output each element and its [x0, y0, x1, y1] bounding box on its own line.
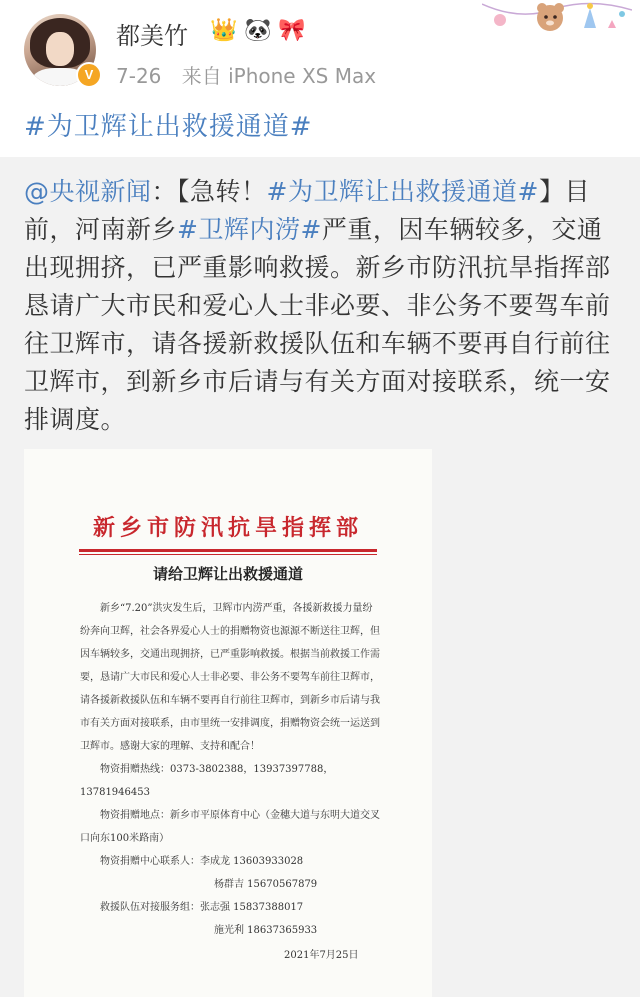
post-topic-link[interactable]: #为卫辉让出救援通道#	[24, 112, 313, 142]
doc-divider-thin	[79, 554, 377, 555]
repost-text-part3: 严重，因车辆较多，交通出现拥挤，已严重影响救援。新乡市防汛抗旱指挥部恳请广大市民和爱心人士非必要、非公务不要驾车前往卫辉市，请各援新救援队伍和车辆不要再自行前往卫辉市，到新乡市后请与有关方面对接联系，统一安排调度。	[24, 215, 611, 434]
doc-contact-4: 施光利 18637365933	[214, 925, 318, 936]
doc-hotline: 物资捐赠热线：0373-3802388，13937397788，13781946453	[80, 764, 334, 798]
doc-contact-3: 救援队伍对接服务组：张志强 15837388017	[100, 902, 304, 913]
username[interactable]: 都美竹	[116, 22, 188, 50]
panda-icon[interactable]: 🐼	[244, 18, 272, 43]
doc-divider	[79, 549, 377, 552]
avatar-face	[46, 32, 74, 66]
post-header	[0, 0, 640, 105]
post-source: 来自 iPhone XS Max	[181, 64, 377, 88]
doc-location: 物资捐赠地点：新乡市平原体育中心（金穗大道与东明大道交叉口向东100米路南）	[80, 810, 380, 844]
notice-image[interactable]	[24, 449, 432, 997]
user-badges	[210, 18, 304, 44]
party-decoration-icon	[482, 0, 632, 50]
verified-badge-icon: V	[76, 62, 102, 88]
topic-link-rescue[interactable]: #为卫辉让出救援通道#	[266, 177, 539, 206]
repost-text-part1: ：【急转！	[151, 177, 267, 206]
doc-date: 2021年7月25日	[284, 950, 359, 961]
post-time: 7-26	[116, 64, 162, 88]
doc-contact-1: 物资捐赠中心联系人：李成龙 13603933028	[100, 856, 304, 867]
doc-contact-2: 杨群吉 15670567879	[214, 879, 318, 890]
doc-paragraph: 新乡“7.20”洪灾发生后，卫辉市内涝严重，各援新救援力量纷纷奔向卫辉，社会各界爱心人士的捐赠物资也源源不断送往卫辉，但因车辆较多，交通出现拥挤，已严重影响救援。根据当前救援工作需要，恳请广大市民和爱心人士非必要、非公务不要驾车前往卫辉市，请各援新救援队伍和车辆不要再自行前往卫辉市，到新乡市后请与我市有关方面对接联系，由市里统一安排调度，捐赠物资会统一运送到卫辉市。感谢大家的理解、支持和配合！	[80, 603, 380, 752]
repost-text-part2: 】目前，河南新乡	[24, 177, 590, 244]
repost-card[interactable]	[0, 157, 640, 997]
mention-link[interactable]: @央视新闻	[24, 177, 152, 206]
post-meta	[116, 60, 376, 89]
doc-title: 请给卫辉让出救援通道	[152, 565, 303, 583]
topic-link-flood[interactable]: #卫辉内涝#	[177, 215, 322, 244]
repost-text	[24, 173, 624, 439]
bow-icon[interactable]: 🎀	[278, 18, 306, 43]
crown-icon[interactable]: 👑	[210, 18, 238, 43]
doc-body	[80, 597, 380, 942]
doc-header: 新乡市防汛抗旱指挥部	[92, 515, 363, 541]
